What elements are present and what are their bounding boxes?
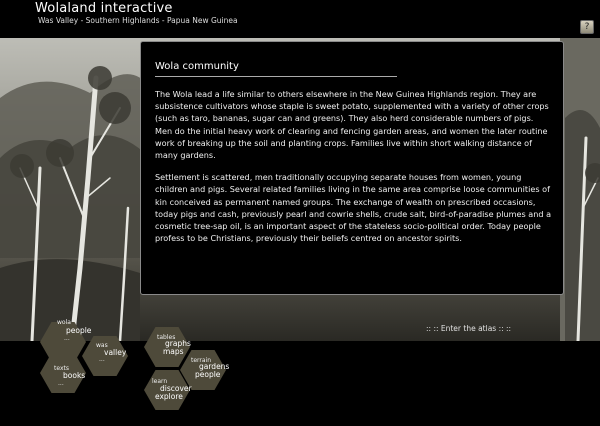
nav-hex-more-label: ... — [64, 335, 70, 342]
nav-hex-small-label: wola — [57, 319, 71, 326]
header-bar — [0, 0, 600, 38]
nav-hex-texts-books[interactable] — [40, 353, 86, 393]
nav-hex-main-label: people — [195, 370, 221, 379]
nav-hex-main-label: books — [63, 371, 86, 380]
panel-title: Wola community — [155, 61, 239, 72]
nav-hex-main-label: discover — [160, 384, 192, 393]
nav-hex-small-label: tables — [157, 334, 176, 341]
panel-body — [155, 88, 553, 254]
nav-hex-small-label: texts — [54, 365, 69, 372]
nav-hex-main-label: graphs — [165, 339, 191, 348]
info-panel — [140, 41, 564, 295]
nav-hex-main-label: explore — [155, 392, 183, 401]
nav-hex-small-label: terrain — [191, 357, 212, 364]
enter-atlas-link[interactable]: :: :: Enter the atlas :: :: — [426, 324, 512, 333]
nav-hex-small-label: learn — [152, 378, 168, 385]
panel-title-divider — [155, 76, 397, 77]
nav-hex-was-valley[interactable] — [82, 336, 128, 376]
nav-hex-more-label: ... — [58, 380, 64, 387]
app-title: Wolaland interactive — [35, 1, 173, 16]
nav-hex-main-label: gardens — [199, 362, 230, 371]
help-button[interactable]: ? — [580, 20, 594, 34]
nav-hex-small-label: was — [96, 342, 108, 349]
nav-hex-main-label: valley — [104, 348, 127, 357]
panel-paragraph: Settlement is scattered, men traditionally occupying separate houses from women, young children and pigs. Several related families living in the same area comprise loose communities of kin conceived as permanent named groups. The exchange of wealth on prescribed occasions, today pigs and cash, previously pearl and cowrie shells, crude salt, bird-of-paradise plumes and a cosmetic tree-sap oil, is an important aspect of the stateless socio-political order. Today people profess to be Christians, previously their beliefs centred on ancestor spirits. — [155, 172, 552, 244]
nav-hex-learn-discover-explore[interactable] — [144, 370, 190, 410]
panel-paragraph: The Wola lead a life similar to others elsewhere in the New Guinea Highlands region. They are subsistence cultivators whose staple is sweet potato, supplemented with a variety of other crops (such as taro, bananas, sugar can and greens). They also herd considerable numbers of pigs. Men do the initial heavy work of clearing and fencing garden areas, and women the later routine work of breaking up the soil and planting crops. Families live within short walking distance of many gardens. — [155, 89, 549, 161]
nav-hex-main-label: maps — [163, 347, 184, 356]
nav-hex-main-label: people — [66, 326, 92, 335]
nav-hex-more-label: ... — [99, 356, 105, 363]
app-subtitle: Was Valley - Southern Highlands - Papua New Guinea — [38, 16, 238, 25]
